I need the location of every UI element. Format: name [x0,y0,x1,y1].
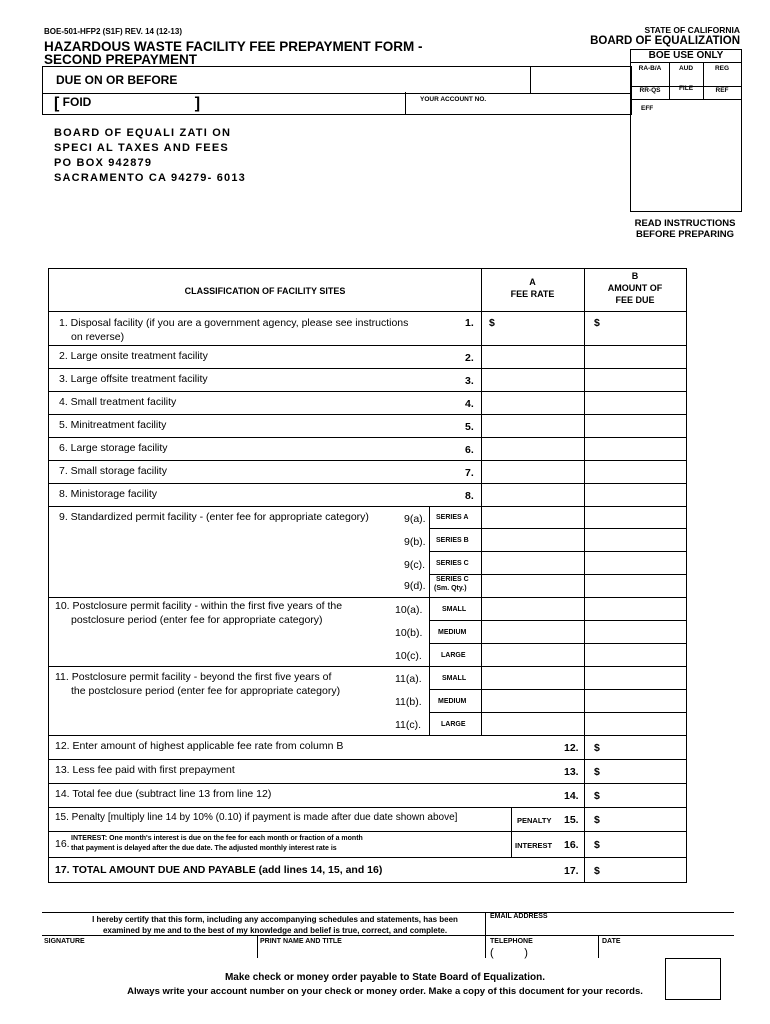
line14-number: 14. [564,790,579,802]
series-a-label: SERIES A [436,514,469,521]
aud-label: AUD [678,65,694,72]
due-label: DUE ON OR BEFORE [56,73,178,87]
line13-number: 13. [564,766,579,778]
small-label: SMALL [442,675,467,682]
line9-label: 9. Standardized permit facility - (enter fee for appropriate category) [59,511,369,523]
line16-label: INTEREST: One month's interest is due on the fee for each month or fraction of a month [71,835,363,842]
cert-line-2: examined by me and to the best of my knowledge and belief is true, correct, and complete. [102,926,448,935]
address-line: BOARD OF EQUALI ZATI ON [54,127,232,139]
line1-label-cont: on reverse) [71,331,125,343]
line4-number: 4. [465,398,474,410]
line12-label: 12. Enter amount of highest applicable fee rate from column B [55,740,344,752]
line9c-number: 9(c). [404,559,425,571]
classification-header: CLASSIFICATION OF FACILITY SITES [184,286,346,296]
reg-label: REG [714,65,730,72]
ref-label: REF [715,87,729,94]
boe-use-only-box [630,49,742,212]
line5-number: 5. [465,421,474,433]
line10-label: 10. Postclosure permit facility - within the first five years of the [55,600,343,612]
line2-label: 2. Large onsite treatment facility [59,350,208,362]
mailing-address [54,126,246,186]
rr-qs-label: RR-QS [639,87,661,94]
series-c-smqty-label: SERIES C [436,576,469,583]
date-label: DATE [602,938,621,945]
signature-label: SIGNATURE [44,938,85,945]
certification-statement [70,914,480,936]
series-c-smqty-sub: (Sm. Qty.) [434,585,467,592]
line13-label: 13. Less fee paid with first prepayment [55,764,235,776]
line17-number: 17. [564,865,579,877]
cert-top-rule [42,912,734,913]
line14-label: 14. Total fee due (subtract line 13 from line 12) [55,788,272,800]
email-label: EMAIL ADDRESS [490,913,548,920]
line16-amount-field[interactable]: $ [594,839,600,851]
fee-table [48,268,687,883]
interest-label: INTEREST [515,841,553,850]
series-c-label: SERIES C [436,560,469,567]
foid-divider [405,92,406,114]
state-label: STATE OF CALIFORNIA [644,25,740,35]
print-name-label: PRINT NAME AND TITLE [260,938,342,945]
read-line-1: READ INSTRUCTIONS [634,218,736,229]
line9a-number: 9(a). [404,513,426,525]
line12-number: 12. [564,742,579,754]
address-line: PO BOX 942879 [54,157,153,169]
line10b-number: 10(b). [395,627,423,639]
col-b-letter: B [631,271,639,281]
col-b-label-1: AMOUNT OF [607,283,663,293]
foid-field[interactable] [54,95,200,113]
line1-label: 1. Disposal facility (if you are a government agency, please see instructions [59,317,409,329]
line11-label: 11. Postclosure permit facility - beyond the first five years of [55,671,332,683]
line16-label-cont: that payment is delayed after the due date. The adjusted monthly interest rate is [71,845,337,852]
line8-label: 8. Ministorage facility [59,488,158,500]
medium-label: MEDIUM [438,698,467,705]
telephone-field[interactable]: ( ) [490,947,528,959]
read-instructions [600,218,770,240]
form-title [44,40,464,66]
line6-number: 6. [465,444,474,456]
line13-amount-field[interactable]: $ [594,766,600,778]
foid-bracket-open: [ [54,95,60,112]
line7-number: 7. [465,467,474,479]
large-label: LARGE [441,721,466,728]
address-line: SPECI AL TAXES AND FEES [54,142,229,154]
large-label: LARGE [441,652,466,659]
line17-label: 17. TOTAL AMOUNT DUE AND PAYABLE (add lines 14, 15, and 16) [55,864,383,876]
line1-amount-field[interactable]: $ [594,317,600,329]
title-line-2: SECOND PREPAYMENT [44,52,198,67]
line6-label: 6. Large storage facility [59,442,168,454]
line1-fee-rate-field[interactable]: $ [489,317,495,329]
line9d-number: 9(d). [404,580,426,592]
line10a-number: 10(a). [395,604,423,616]
col-a-letter: A [529,277,536,287]
line8-number: 8. [465,490,474,502]
foid-bracket-close: ] [194,95,201,112]
footer-payable: Make check or money order payable to State Board of Equalization. [224,972,546,983]
foid-label: FOID [62,95,92,109]
col-a-label: FEE RATE [510,289,555,299]
due-side-box [530,66,632,94]
line11a-number: 11(a). [395,673,422,685]
line10-label-cont: postclosure period (enter fee for appropriate category) [71,614,323,626]
line5-label: 5. Minitreatment facility [59,419,167,431]
line15-amount-field[interactable]: $ [594,814,600,826]
line11b-number: 11(b). [395,696,422,708]
line15-number: 15. [564,814,579,826]
board-label: BOARD OF EQUALIZATION [590,35,740,47]
address-line: SACRAMENTO CA 94279- 6013 [54,172,247,184]
line15-label: 15. Penalty [multiply line 14 by 10% (0.10) if payment is made after due date shown above] [55,812,458,823]
footer-instructions: Always write your account number on your check or money order. Make a copy of this document for your records. [127,986,643,997]
cert-line-1: I hereby certify that this form, including any accompanying schedules and statements, has been [92,915,458,924]
line1-number: 1. [465,317,474,329]
line12-amount-field[interactable]: $ [594,742,600,754]
line3-number: 3. [465,375,474,387]
telephone-label: TELEPHONE [490,938,533,945]
col-b-label-2: FEE DUE [615,295,655,305]
small-label: SMALL [442,606,467,613]
form-id: BOE-501-HFP2 (S1F) REV. 14 (12-13) [44,27,182,36]
line14-amount-field[interactable]: $ [594,790,600,802]
line16-number: 16. [564,839,579,851]
line7-label: 7. Small storage facility [59,465,167,477]
line16-prefix: 16. [55,838,70,850]
account-no-label: YOUR ACCOUNT NO. [420,96,487,103]
medium-label: MEDIUM [438,629,467,636]
line3-label: 3. Large offsite treatment facility [59,373,208,385]
line17-amount-field[interactable]: $ [594,865,600,877]
read-line-2: BEFORE PREPARING [635,229,734,240]
line11-label-cont: the postclosure period (enter fee for appropriate category) [71,685,341,697]
line11c-number: 11(c). [395,719,422,731]
line10c-number: 10(c). [395,650,422,662]
file-label: FILE [678,85,694,92]
penalty-label: PENALTY [517,816,552,825]
series-b-label: SERIES B [436,537,469,544]
line9b-number: 9(b). [404,536,426,548]
ra-ba-label: RA-B/A [638,65,662,72]
boe-use-title: BOE USE ONLY [631,50,741,63]
title-line-1: HAZARDOUS WASTE FACILITY FEE PREPAYMENT FORM - [44,39,423,54]
line2-number: 2. [465,352,474,364]
line4-label: 4. Small treatment facility [59,396,177,408]
eff-label: EFF [641,105,654,112]
